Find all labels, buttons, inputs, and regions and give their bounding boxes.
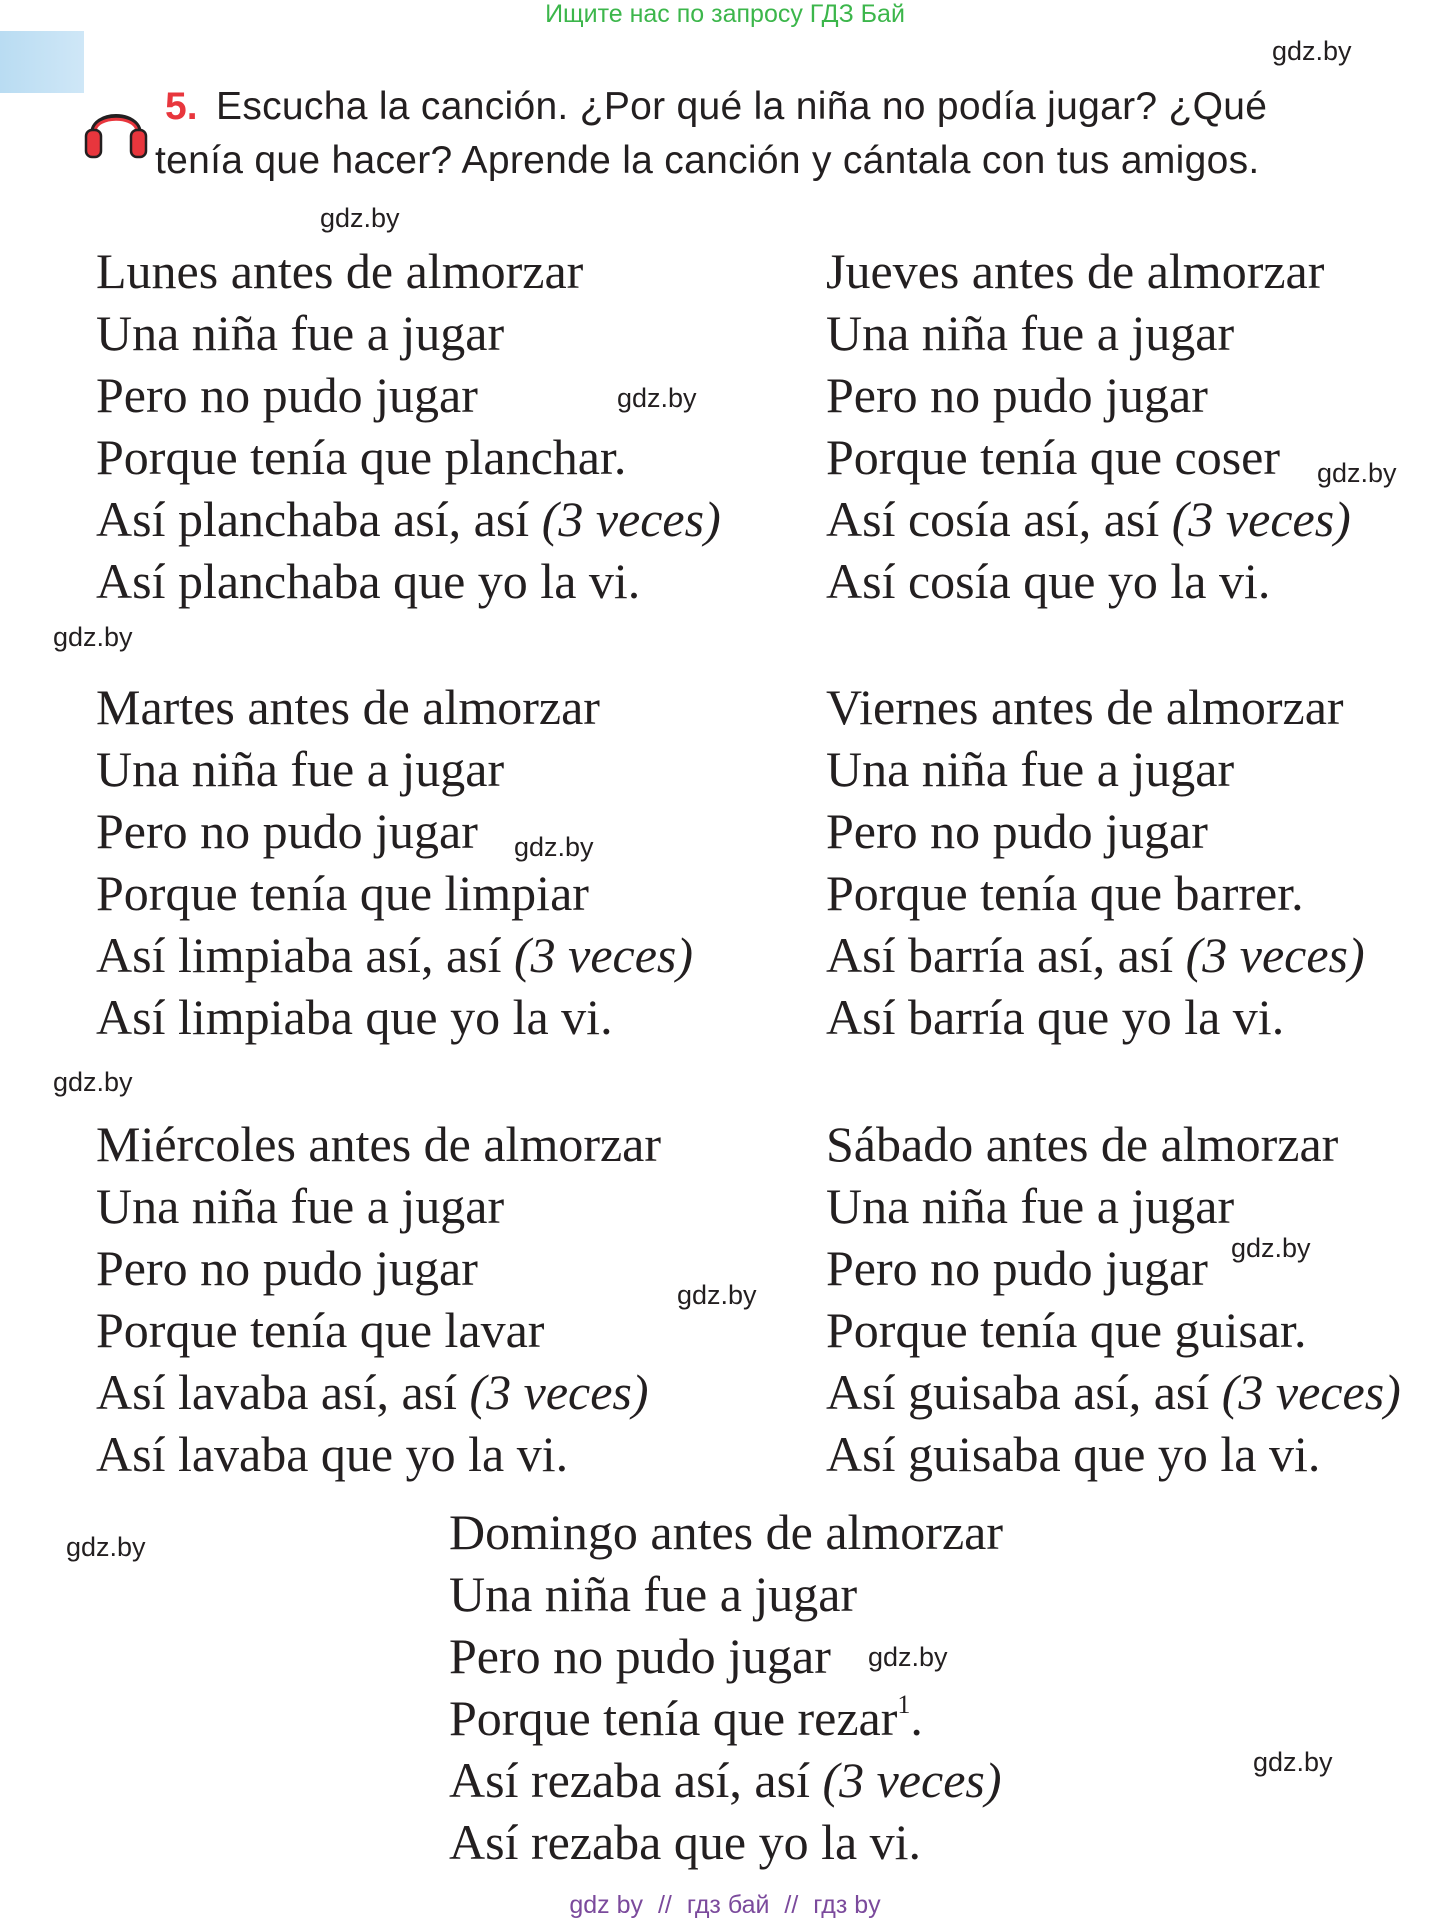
verse-line: Porque tenía que coser [826, 429, 1281, 485]
verse-line: Así barría que yo la vi. [826, 989, 1285, 1045]
verse-line [449, 1749, 1003, 1811]
repeat-note: (3 veces) [541, 491, 721, 547]
verse-line: Pero no pudo jugar [96, 367, 478, 423]
verse-line: Pero no pudo jugar [826, 1240, 1208, 1296]
repeat-note: (3 veces) [469, 1364, 649, 1420]
repeat-note: (3 veces) [1171, 491, 1351, 547]
task-instruction-line-2: tenía que hacer? Aprende la canción y cántala con tus amigos. [155, 139, 1260, 182]
verse-line [96, 1361, 661, 1423]
verse-line-text: Así rezaba así, así [449, 1752, 810, 1808]
watermark: gdz.by [1231, 1233, 1311, 1263]
verse-line: Porque tenía que lavar [96, 1302, 545, 1358]
watermark: gdz.by [53, 622, 133, 652]
verse-line [826, 488, 1351, 550]
verse-line: Así planchaba que yo la vi. [96, 553, 641, 609]
corner-tab [0, 31, 84, 93]
verse-line: Una niña fue a jugar [826, 1178, 1235, 1234]
watermark: gdz.by [1317, 458, 1397, 488]
verse-lunes [96, 240, 721, 612]
verse-line: Así cosía que yo la vi. [826, 553, 1271, 609]
verse-line-text: Porque tenía que rezar [449, 1690, 898, 1746]
verse-line-text: Así limpiaba así, así [96, 927, 502, 983]
verse-line: Una niña fue a jugar [449, 1566, 858, 1622]
watermark: gdz.by [320, 203, 400, 233]
verse-line: Así rezaba que yo la vi. [449, 1814, 922, 1870]
verse-line [826, 1361, 1401, 1423]
watermark: gdz.by [677, 1280, 757, 1310]
footer-part: гдз by [813, 1891, 881, 1919]
footnote-mark: 1 [897, 1690, 911, 1719]
footer-separator: // [657, 1891, 672, 1919]
verse-line: Sábado antes de almorzar [826, 1116, 1339, 1172]
verse-line-text: Así planchaba así, así [96, 491, 530, 547]
repeat-note: (3 veces) [514, 927, 694, 983]
task-instruction-line-1: Escucha la canción. ¿Por qué la niña no podía jugar? ¿Qué [216, 85, 1268, 128]
verse-line-text: Así guisaba así, así [826, 1364, 1210, 1420]
watermark: gdz.by [514, 832, 594, 862]
verse-line: Así limpiaba que yo la vi. [96, 989, 613, 1045]
watermark: gdz.by [1272, 36, 1352, 66]
verse-line [96, 924, 693, 986]
verse-line: Domingo antes de almorzar [449, 1504, 1003, 1560]
verse-line-text: Así lavaba así, así [96, 1364, 458, 1420]
verse-line: Porque tenía que limpiar [96, 865, 589, 921]
verse-line-text: Así cosía así, así [826, 491, 1160, 547]
verse-line: Porque tenía que planchar. [96, 429, 627, 485]
verse-line: Miércoles antes de almorzar [96, 1116, 662, 1172]
verse-line: Pero no pudo jugar [826, 803, 1208, 859]
footer-part: gdz by [569, 1891, 644, 1919]
verse-line: Así lavaba que yo la vi. [96, 1426, 569, 1482]
headphones-icon [82, 96, 150, 160]
verse-line: Una niña fue a jugar [96, 1178, 505, 1234]
verse-line [826, 924, 1365, 986]
verse-line [96, 488, 721, 550]
watermark: gdz.by [617, 383, 697, 413]
verse-line: Pero no pudo jugar [449, 1628, 831, 1684]
verse-line [449, 1687, 1003, 1749]
verse-line: Pero no pudo jugar [96, 1240, 478, 1296]
verse-miercoles [96, 1113, 661, 1485]
footer-separator: // [784, 1891, 799, 1919]
verse-line: Lunes antes de almorzar [96, 243, 584, 299]
verse-line: Viernes antes de almorzar [826, 679, 1344, 735]
verse-line: Una niña fue a jugar [826, 741, 1235, 797]
watermark: gdz.by [53, 1067, 133, 1097]
verse-line: Una niña fue a jugar [96, 305, 505, 361]
verse-line-text: Así barría así, así [826, 927, 1174, 983]
task-number: 5. [165, 85, 198, 128]
verse-line: Martes antes de almorzar [96, 679, 600, 735]
verse-domingo [449, 1501, 1003, 1873]
repeat-note: (3 veces) [1221, 1364, 1401, 1420]
verse-line: Una niña fue a jugar [826, 305, 1235, 361]
verse-line: Pero no pudo jugar [96, 803, 478, 859]
repeat-note: (3 veces) [822, 1752, 1002, 1808]
watermark: gdz.by [1253, 1747, 1333, 1777]
watermark: gdz.by [868, 1642, 948, 1672]
verse-line-end: . [910, 1690, 923, 1746]
verse-jueves [826, 240, 1351, 612]
verse-line: Jueves antes de almorzar [826, 243, 1325, 299]
verse-sabado [826, 1113, 1401, 1485]
verse-line: Porque tenía que barrer. [826, 865, 1304, 921]
top-banner: Ищите нас по запросу ГДЗ Бай [545, 0, 905, 28]
verse-martes [96, 676, 693, 1048]
verse-line: Pero no pudo jugar [826, 367, 1208, 423]
repeat-note: (3 veces) [1185, 927, 1365, 983]
verse-line: Una niña fue a jugar [96, 741, 505, 797]
verse-line: Porque tenía que guisar. [826, 1302, 1307, 1358]
verse-viernes [826, 676, 1365, 1048]
watermark: gdz.by [66, 1532, 146, 1562]
footer-part: гдз бай [686, 1891, 770, 1919]
verse-line: Así guisaba que yo la vi. [826, 1426, 1321, 1482]
footer-watermark [0, 1891, 1450, 1920]
